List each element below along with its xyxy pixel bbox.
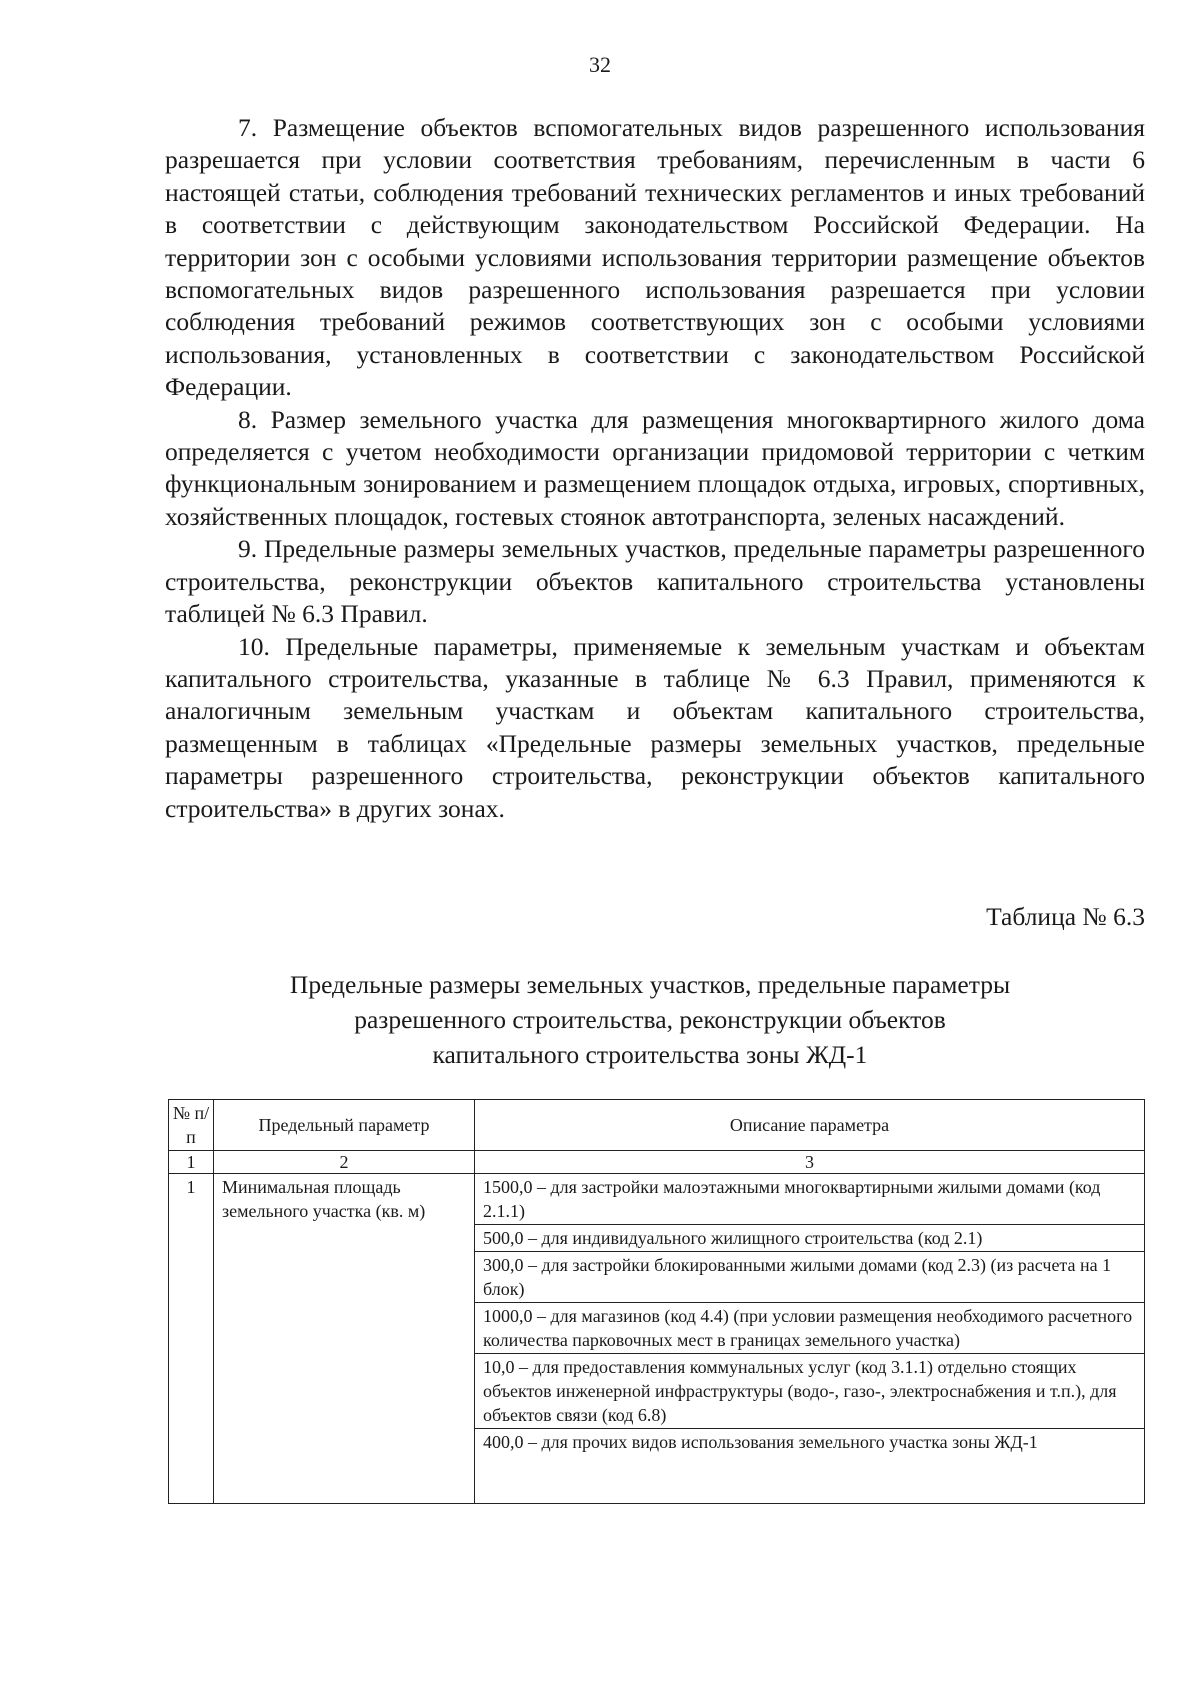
row-desc-6: 400,0 – для прочих видов использования земельного участка зоны ЖД-1 — [475, 1429, 1145, 1504]
row-desc-4: 1000,0 – для магазинов (код 4.4) (при условии размещения необходимого расчетного количества парковочных мест в границах земельного участка) — [475, 1303, 1145, 1354]
index-cell-3: 3 — [475, 1151, 1145, 1174]
row-desc-2: 500,0 – для индивидуального жилищного строительства (код 2.1) — [475, 1225, 1145, 1252]
page-number: 32 — [589, 52, 611, 77]
row-desc-3: 300,0 – для застройки блокированными жилыми домами (код 2.3) (из расчета на 1 блок) — [475, 1252, 1145, 1303]
table-title — [0, 967, 1200, 1072]
paragraph-10: 10. Предельные параметры, применяемые к земельным участкам и объектам капитального строительства, указанные в таблице № 6.3 Правил, применяются к аналогичным земельным участкам и объектам капитального строительства, размещенным в таблицах «Предельные размеры земельных участков, предельные параметры разрешенного строительства, реконструкции объектов капитального строительства» в других зонах. — [165, 631, 1145, 823]
paragraph-8: 8. Размер земельного участка для размещения многоквартирного жилого дома определяется с учетом необходимости организации придомовой территории с четким функциональным зонированием и размещением площадок отдыха, игровых, спортивных, хозяйственных площадок, гостевых стоянок автотранспорта, зеленых насаждений. — [165, 404, 1145, 531]
header-num: № п/п — [169, 1100, 214, 1151]
table-row — [169, 1174, 1145, 1225]
paragraph-7: 7. Размещение объектов вспомогательных видов разрешенного использования разрешается при условии соответствия требованиям, перечисленным в части 6 настоящей статьи, соблюдения требований технических регламентов и иных требований в соответствии с действующим законодательством Российской Федерации. На территории зон с особыми условиями использования территории размещение объектов вспомогательных видов разрешенного использования разрешается при условии соблюдения требований режимов соответствующих зон с особыми условиями использования, установленных в соответствии с законодательством Российской Федерации. — [165, 113, 1145, 402]
header-desc: Описание параметра — [475, 1100, 1145, 1151]
table-title-line-1: Предельные размеры земельных участков, предельные параметры — [289, 970, 1011, 999]
table-index-row — [169, 1151, 1145, 1174]
body-text — [165, 112, 1145, 825]
table-title-line-3: капитального строительства зоны ЖД-1 — [432, 1040, 868, 1069]
row-num: 1 — [169, 1174, 214, 1504]
row-desc-1: 1500,0 – для застройки малоэтажными многоквартирными жилыми домами (код 2.1.1) — [475, 1174, 1145, 1225]
parameters-table — [168, 1099, 1145, 1504]
row-param: Минимальная площадь земельного участка (кв. м) — [214, 1174, 475, 1504]
table-header-row — [169, 1100, 1145, 1151]
table-number: Таблица № 6.3 — [986, 902, 1145, 931]
table-title-line-2: разрешенного строительства, реконструкции объектов — [354, 1005, 946, 1034]
header-param: Предельный параметр — [214, 1100, 475, 1151]
index-cell-1: 1 — [169, 1151, 214, 1174]
index-cell-2: 2 — [214, 1151, 475, 1174]
row-desc-5: 10,0 – для предоставления коммунальных услуг (код 3.1.1) отдельно стоящих объектов инженерной инфраструктуры (водо-, газо-, электроснабжения и т.п.), для объектов связи (код 6.8) — [475, 1354, 1145, 1429]
paragraph-9: 9. Предельные размеры земельных участков, предельные параметры разрешенного строительства, реконструкции объектов капитального строительства установлены таблицей № 6.3 Правил. — [165, 534, 1145, 629]
